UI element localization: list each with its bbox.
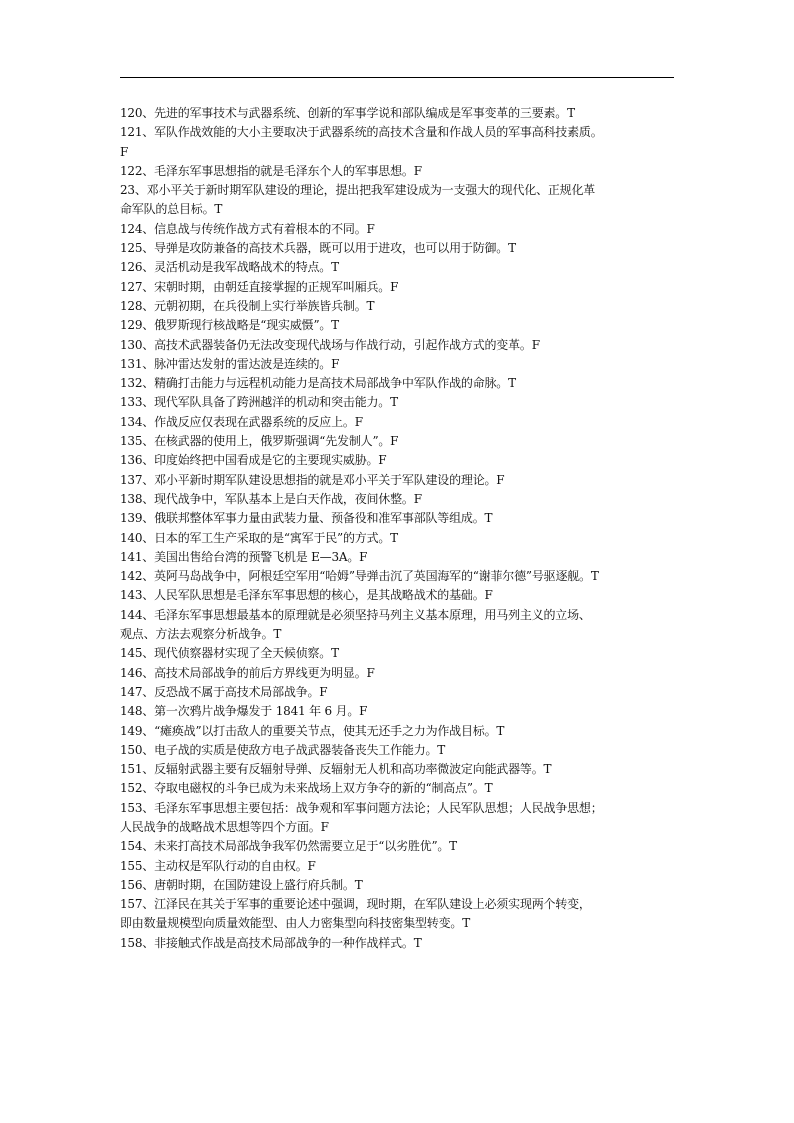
text-line: 150、电子战的实质是使敌方电子战武器装备丧失工作能力。T	[120, 742, 446, 757]
text-line: F	[120, 144, 129, 159]
text-line: 137、邓小平新时期军队建设思想指的就是邓小平关于军队建设的理论。F	[120, 472, 505, 487]
text-line: 141、美国出售给台湾的预警飞机是 E—3A。F	[120, 549, 368, 564]
text-line: 131、脉冲雷达发射的雷达波是连续的。F	[120, 356, 340, 371]
text-line: 128、元朝初期，在兵役制上实行举族皆兵制。T	[120, 298, 375, 313]
text-line: 155、主动权是军队行动的自由权。F	[120, 858, 316, 873]
text-line: 127、宋朝时期，由朝廷直接掌握的正规军叫厢兵。F	[120, 279, 399, 294]
text-line: 139、俄联邦整体军事力量由武装力量、预备役和准军事部队等组成。T	[120, 511, 493, 526]
text-line: 156、唐朝时期，在国防建设上盛行府兵制。T	[120, 877, 363, 892]
text-line: 145、现代侦察器材实现了全天候侦察。T	[120, 646, 339, 661]
text-line: 144、毛泽东军事思想最基本的原理就是必须坚持马列主义基本原理，用马列主义的立场、	[120, 607, 591, 622]
text-line: 147、反恐战不属于高技术局部战争。F	[120, 684, 328, 699]
text-line: 129、俄罗斯现行核战略是“现实威慑”。T	[120, 318, 339, 333]
text-line: 121、军队作战效能的大小主要取决于武器系统的高技术含量和作战人员的军事高科技素质。	[120, 125, 603, 140]
text-line: 158、非接触式作战是高技术局部战争的一种作战样式。T	[120, 935, 422, 950]
text-line: 人民战争的战略战术思想等四个方面。F	[120, 819, 329, 834]
text-line: 130、高技术武器装备仍无法改变现代战场与作战行动，引起作战方式的变革。F	[120, 337, 540, 352]
text-line: 151、反辐射武器主要有反辐射导弹、反辐射无人机和高功率微波定向能武器等。T	[120, 762, 552, 777]
text-line: 157、江泽民在其关于军事的重要论述中强调，现时期，在军队建设上必须实现两个转变，	[120, 897, 591, 912]
text-line: 125、导弹是攻防兼备的高技术兵器，既可以用于进攻，也可以用于防御。T	[120, 241, 516, 256]
text-line: 观点、方法去观察分析战争。T	[120, 627, 282, 642]
text-line: 136、印度始终把中国看成是它的主要现实威胁。F	[120, 453, 387, 468]
text-line: 138、现代战争中，军队基本上是白天作战，夜间休整。F	[120, 491, 422, 506]
text-line: 143、人民军队思想是毛泽东军事思想的核心，是其战略战术的基础。F	[120, 588, 493, 603]
text-line: 154、未来打高技术局部战争我军仍然需要立足于“以劣胜优”。T	[120, 839, 457, 854]
text-line: 124、信息战与传统作战方式有着根本的不同。F	[120, 221, 375, 236]
text-line: 134、作战反应仅表现在武器系统的反应上。F	[120, 414, 363, 429]
text-line: 132、精确打击能力与远程机动能力是高技术局部战争中军队作战的命脉。T	[120, 376, 516, 391]
text-line: 153、毛泽东军事思想主要包括：战争观和军事问题方法论；人民军队思想；人民战争思想；	[120, 800, 603, 815]
text-line: 140、日本的军工生产采取的是“寓军于民”的方式。T	[120, 530, 398, 545]
text-line: 23、邓小平关于新时期军队建设的理论，提出把我军建设成为一支强大的现代化、正规化革	[120, 183, 596, 198]
text-line: 135、在核武器的使用上，俄罗斯强调“先发制人”。F	[120, 434, 399, 449]
text-line: 即由数量规模型向质量效能型、由人力密集型向科技密集型转变。T	[120, 916, 471, 931]
header-rule	[120, 77, 674, 78]
text-line: 152、夺取电磁权的斗争已成为未来战场上双方争夺的新的“制高点”。T	[120, 781, 493, 796]
document-body	[120, 104, 676, 953]
text-line: 149、“瘫痪战”以打击敌人的重要关节点，使其无还手之力为作战目标。T	[120, 723, 505, 738]
text-line: 133、现代军队具备了跨洲越洋的机动和突击能力。T	[120, 395, 398, 410]
text-line: 148、第一次鸦片战争爆发于 1841 年 6 月。F	[120, 704, 368, 719]
text-line: 120、先进的军事技术与武器系统、创新的军事学说和部队编成是军事变革的三要素。T	[120, 106, 575, 120]
text-line: 命军队的总目标。T	[120, 202, 223, 217]
text-line: 126、灵活机动是我军战略战术的特点。T	[120, 260, 339, 275]
text-line: 122、毛泽东军事思想指的就是毛泽东个人的军事思想。F	[120, 163, 422, 178]
text-line: 142、英阿马岛战争中，阿根廷空军用“哈姆”导弹击沉了英国海军的“谢菲尔德”号驱逐舰。T	[120, 569, 599, 584]
text-line: 146、高技术局部战争的前后方界线更为明显。F	[120, 665, 375, 680]
